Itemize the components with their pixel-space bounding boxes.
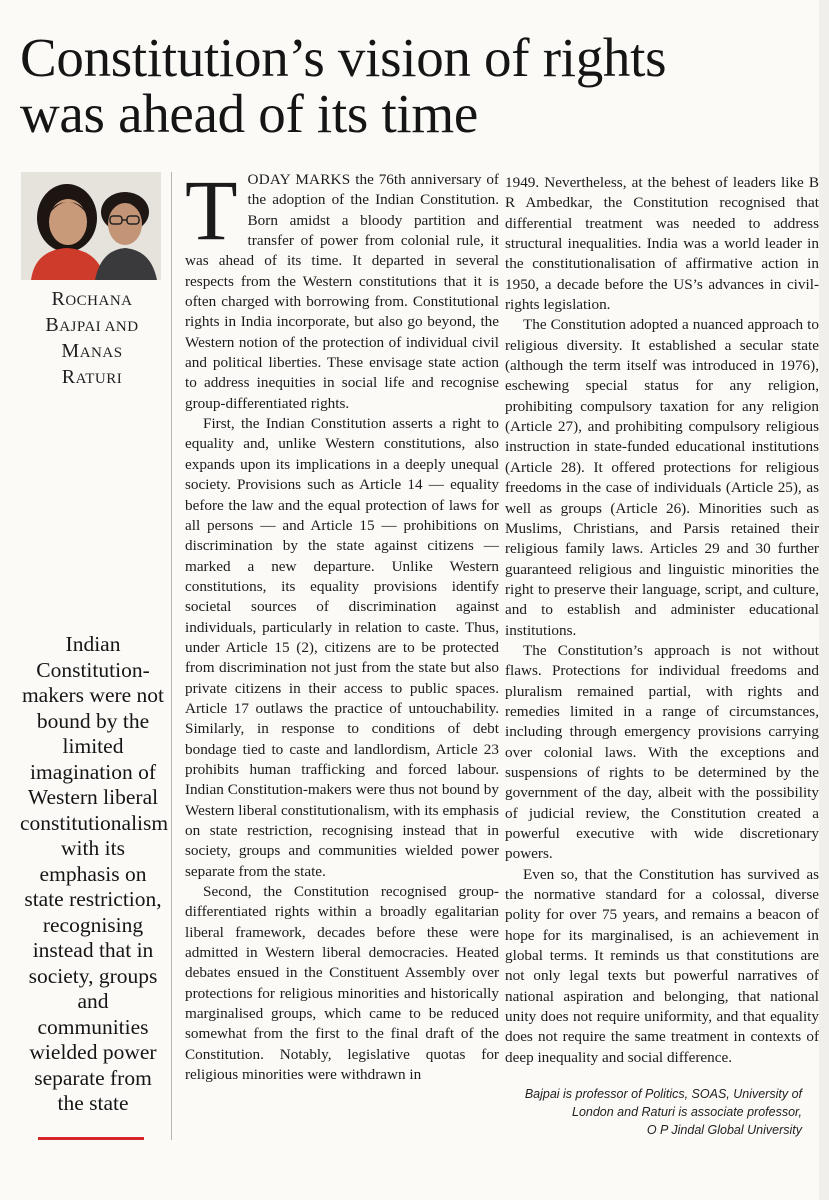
lead-in: ODAY MARKS <box>247 171 351 188</box>
byline-initial: M <box>61 340 80 362</box>
footnote-line: Bajpai is professor of Politics, SOAS, University of <box>524 1087 802 1101</box>
byline-text: ANAS <box>79 345 123 361</box>
paragraph: The Constitution’s approach is not without flaws. Protections for individual freedoms and pluralism remained partial, with rights and remedies limited in a range of circumstances, including through emergency provisions carrying over colonial laws. With the exceptions and suspensions of rights to be determined by the government of the day, albeit with the possibility of judicial review, the Constitution created a powerful executive with wide discretionary powers. <box>505 641 819 863</box>
author-footnote <box>522 1085 802 1139</box>
paragraph-text: the 76th anniversary of the adoption of the Indian Constitution. Born amidst a bloody partition and transfer of power from colonial rule, it was ahead of its time. It departed in several respects from the Western constitutions that it is often charged with borrowing from. Constitutional rights in India incorporate, but also go beyond, the Western notion of the protection of individual civil and political liberties. These envisage state action to address inequities in social life and recognise group-differentiated rights. <box>185 171 499 412</box>
paragraph: 1949. Nevertheless, at the behest of leaders like B R Ambedkar, the Constitution recognised that differential treatment was needed to address structural inequalities. India was a world leader in the constitutionalisation of affirmative action in 1950, a decade before the US’s advances in civil-rights legislation. <box>505 174 819 314</box>
headline <box>20 27 810 144</box>
pull-quote-rule <box>38 1137 144 1140</box>
drop-cap: T <box>185 162 238 258</box>
article-column-1 <box>185 162 499 1085</box>
page-edge <box>819 0 829 1200</box>
pull-quote: Indian Constitution-makers were not bound by the limited imagination of Western liberal constitutionalism with its emphasis on state restriction, recognising instead that in society, groups and communities wielded power separate from the state <box>20 632 169 1115</box>
paragraph: Even so, that the Constitution has survived as the normative standard for a colossal, diverse polity for over 75 years, and remains a beacon of hope for its marginalised, is an achievement in global terms. It reminds us that constitutions are not only legal texts but powerful narratives of national aspiration and belonging, that national unity does not require uniformity, and that equality does not require the same treatment in contexts of deep inequality and social difference. <box>505 865 819 1066</box>
paragraph: First, the Indian Constitution asserts a right to equality and, unlike Western constitutions, also expands upon its implications in a deeply unequal society. Provisions such as Article 14 — equality before the law and the equal protection of laws for all persons — and Article 15 — prohibitions on discrimination by the state against citizens — marked a new departure. Unlike Western constitutions, its equality provisions identify societal sources of discrimination against individuals, particularly in relation to caste. Thus, under Article 15 (2), citizens are to be protected from discrimination not just from the state but also private citizens in their access to public spaces. Article 17 outlaws the practice of untouchability. Similarly, in response to conditions of debt bondage tied to caste and landlordism, Article 23 prohibits human trafficking and forced labour. Indian Constitution-makers were thus not bound by Western liberal constitutionalism, with its emphasis on state restriction, recognising instead that in society, groups and communities wielded power separate from the state. <box>185 415 499 880</box>
byline-initial: B <box>45 314 60 336</box>
author-photo-illustration <box>21 172 161 280</box>
author-photo <box>21 172 161 280</box>
article-column-2 <box>505 173 819 1068</box>
footnote-line: London and Raturi is associate professor, <box>572 1105 802 1119</box>
byline-text: OCHANA <box>65 293 133 309</box>
paragraph: Second, the Constitution recognised group-differentiated rights within a broadly egalitarian liberal framework, decades before these were admitted in Western liberal democracies. Heated debates ensued in the Constituent Assembly over protections for religious minorities and historically marginalised groups, which came to be reduced somewhat from the first to the final draft of the Constitution. Notably, legislative quotas for religious minorities were withdrawn in <box>185 883 499 1084</box>
byline-initial: R <box>61 366 76 388</box>
paragraph <box>185 162 499 414</box>
byline-text: AJPAI AND <box>59 319 139 335</box>
paragraph: The Constitution adopted a nuanced approach to religious diversity. It established a secular state (although the term itself was introduced in 1976), eschewing special status for any religion, prohibiting compulsory taxation for any religion (Article 27), and prohibiting compulsory religious instruction in state-funded educational institutions (Article 28). It offered protections for religious freedoms in the case of individuals (Article 25), as well as groups (Article 26). Minorities such as Muslims, Christians, and Parsis retained their religious family laws. Articles 29 and 30 further guaranteed religious and linguistic minorities the right to preserve their language, script, and culture, and to establish and administer educational institutions. <box>505 316 819 639</box>
byline-text: ATURI <box>75 371 123 387</box>
footnote-line: O P Jindal Global University <box>646 1123 802 1137</box>
author-byline <box>21 287 163 391</box>
column-divider <box>171 172 172 1140</box>
headline-line-2: was ahead of its time <box>20 83 479 144</box>
byline-initial: R <box>51 288 66 310</box>
headline-line-1: Constitution’s vision of rights <box>20 27 667 88</box>
